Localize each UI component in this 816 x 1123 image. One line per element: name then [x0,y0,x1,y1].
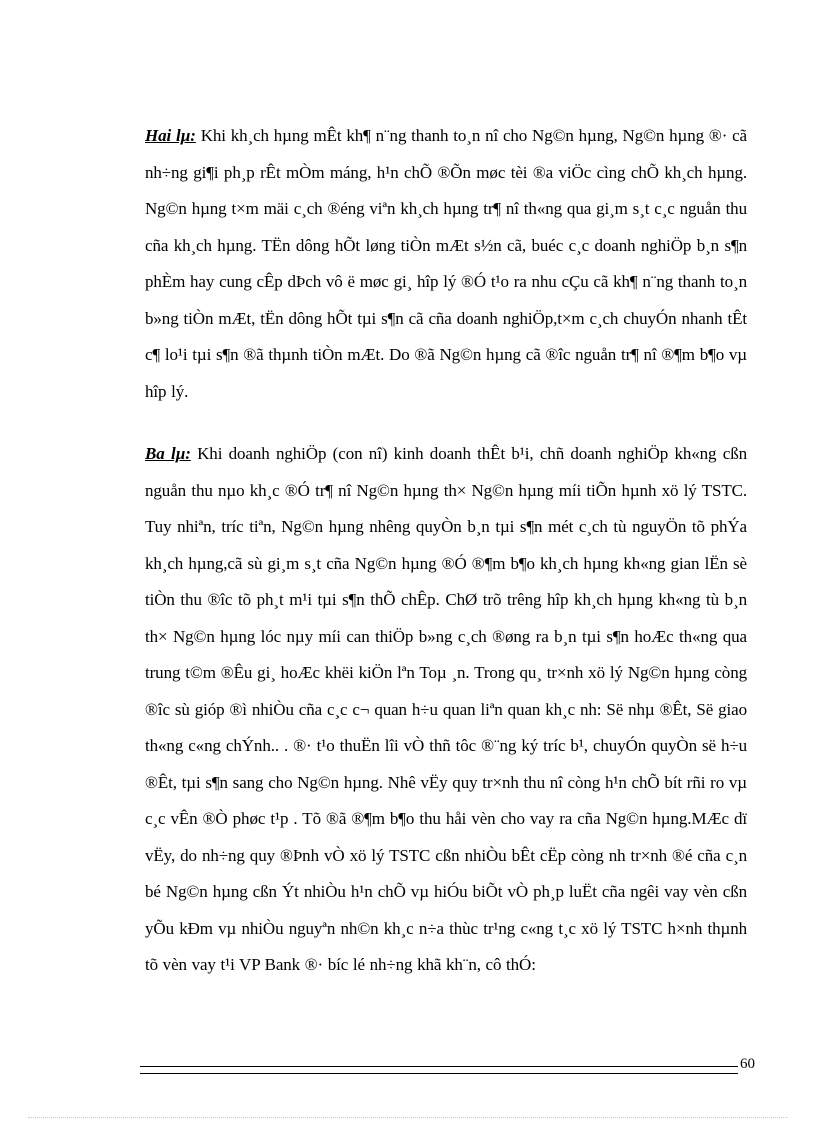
paragraph-lead-label: Hai lµ: [145,126,196,145]
paragraph-body-text: Khi doanh nghiÖp (con nî) kinh doanh thÊt b¹i, chñ doanh nghiÖp kh«ng cßn nguån thu nµo kh¸c ®Ó tr¶ nî Ng©n hµng th× Ng©n hµng míi tiÕn hµnh xö lý TSTC. Tuy nhiªn, tríc tiªn, Ng©n hµng nhêng quyÒn b¸n tµi s¶n mét c¸ch tù nguyÖn tõ phÝa kh¸ch hµng,cã sù gi¸m s¸t cña Ng©n hµng ®Ó ®¶m b¶o kh¸ch hµng kh«ng gian lËn sè tiÒn thu ®îc tõ ph¸t m¹i tµi s¶n thÕ chÊp. ChØ trõ trêng hîp kh¸ch hµng kh«ng tù b¸n th× Ng©n hµng lóc nµy míi can thiÖp b»ng c¸ch ®øng ra b¸n tµi s¶n hoÆc th«ng qua trung t©m ®Êu gi¸ hoÆc khëi kiÖn lªn Toµ ¸n. Trong qu¸ tr×nh xö lý Ng©n hµng còng ®îc sù gióp ®ì nhiÒu cña c¸c c¬ quan h÷u quan liªn quan kh¸c nh: Së nhµ ®Êt, Së giao th«ng c«ng chÝnh.. . ®· t¹o thuËn lîi vÒ thñ tôc ®¨ng ký tríc b¹, chuyÓn quyÒn së h÷u ®Êt, tµi s¶n sang cho Ng©n hµng. Nhê vËy quy tr×nh thu nî còng h¹n chÕ bít rñi ro vµ c¸c vÊn ®Ò phøc t¹p . Tõ ®ã ®¶m b¶o thu håi vèn cho vay ra cña Ng©n hµng.MÆc dï vËy, do nh÷ng quy ®Þnh vÒ xö lý TSTC cßn nhiÒu bÊt cËp còng nh tr×nh ®é cña c¸n bé Ng©n hµng cßn Ýt nhiÒu h¹n chÕ vµ hiÓu biÕt vÒ ph¸p luËt cña ngêi vay vèn cßn yÕu kÐm vµ nhiÒu nguyªn nh©n kh¸c n÷a thùc tr¹ng c«ng t¸c xö lý TSTC h×nh thµnh tõ vèn vay t¹i VP Bank ®· bíc lé nh÷ng khã kh¨n, cô thÓ: [145,444,747,974]
page-bottom-dotted-border [28,1117,788,1118]
footer-double-rule [140,1066,738,1074]
page-number: 60 [740,1056,755,1072]
paragraph-lead-label: Ba lµ: [145,444,191,463]
paragraph-ba-la [145,436,747,984]
paragraph-hai-la [145,118,747,410]
paragraph-body-text: Khi kh¸ch hµng mÊt kh¶ n¨ng thanh to¸n nî cho Ng©n hµng, Ng©n hµng ®· cã nh÷ng gi¶i ph¸p rÊt mÒm máng, h¹n chÕ ®Õn møc tèi ®a viÖc cìng chÕ kh¸ch hµng. Ng©n hµng t×m mäi c¸ch ®éng viªn kh¸ch hµng tr¶ nî th«ng qua gi¸m s¸t c¸c nguån thu cña kh¸ch hµng. TËn dông hÕt løng tiÒn mÆt s½n cã, buéc c¸c doanh nghiÖp b¸n s¶n phÈm hay cung cÊp dÞch vô ë møc gi¸ hîp lý ®Ó t¹o ra nhu cÇu cã kh¶ n¨ng thanh to¸n b»ng tiÒn mÆt, tËn dông hÕt tµi s¶n cã cña doanh nghiÖp,t×m c¸ch chuyÓn nhanh tÊt c¶ lo¹i tµi s¶n ®ã thµnh tiÒn mÆt. Do ®ã Ng©n hµng cã ®îc nguån tr¶ nî ®¶m b¶o vµ hîp lý. [145,126,747,401]
